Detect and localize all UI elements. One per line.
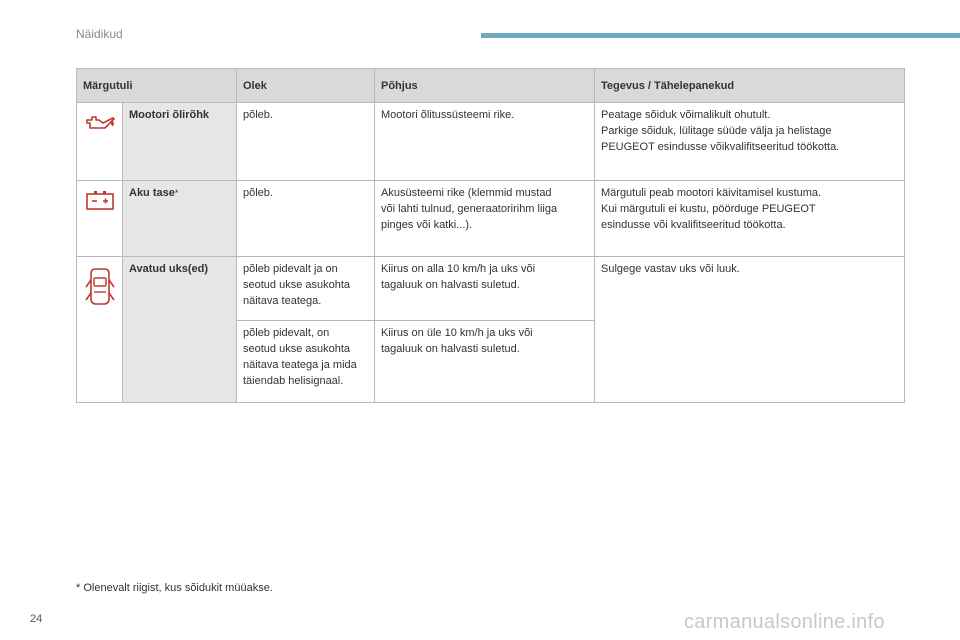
state-cell [237, 257, 375, 321]
state-line: näitava teatega ja mida [243, 359, 357, 371]
action-cell [595, 103, 905, 181]
table-row [77, 103, 905, 181]
warning-lights-table [76, 68, 905, 403]
cause-line: pinges või katki...). [381, 219, 473, 231]
icon-cell [77, 181, 123, 257]
state-line: täiendab helisignaal. [243, 375, 344, 387]
state-line: põleb pidevalt, on [243, 327, 330, 339]
icon-cell [77, 103, 123, 181]
section-title: Näidikud [76, 27, 123, 41]
action-line: Parkige sõiduk, lülitage süüde välja ja helistage [601, 125, 832, 137]
column-header-cause: Põhjus [375, 69, 595, 103]
table-row [77, 257, 905, 321]
footnote: * Olenevalt riigist, kus sõidukit müüakse. [76, 582, 273, 594]
column-header-warning-light: Märgutuli [77, 69, 237, 103]
page-number: 24 [30, 613, 43, 625]
cause-line: tagaluuk on halvasti suletud. [381, 343, 520, 355]
action-line: Kui märgutuli ei kustu, pöörduge PEUGEOT [601, 203, 816, 215]
cause-line: Akusüsteemi rike (klemmid mustad [381, 187, 552, 199]
door-open-icon [85, 265, 115, 307]
cause-cell [375, 321, 595, 403]
state-cell [237, 181, 375, 257]
action-cell [595, 181, 905, 257]
footnote-star: * [174, 188, 179, 198]
icon-cell [77, 257, 123, 403]
header-accent-bar [481, 33, 960, 38]
watermark: carmanualsonline.info [684, 611, 885, 633]
column-header-state: Olek [237, 69, 375, 103]
cause-line: Kiirus on alla 10 km/h ja uks või [381, 263, 536, 275]
column-header-action: Tegevus / Tähelepanekud [595, 69, 905, 103]
warning-name [123, 181, 237, 257]
cause-line: tagaluuk on halvasti suletud. [381, 279, 520, 291]
battery-icon [85, 189, 115, 211]
cause-line: Mootori õlitussüsteemi rike. [381, 109, 515, 121]
cause-cell [375, 103, 595, 181]
state-line: seotud ukse asukohta [243, 343, 351, 355]
cause-line: või lahti tulnud, generaatoririhm liiga [381, 203, 558, 215]
cause-line: Kiirus on üle 10 km/h ja uks või [381, 327, 533, 339]
state-line: seotud ukse asukohta [243, 279, 351, 291]
state-line: näitava teatega. [243, 295, 322, 307]
cause-cell [375, 181, 595, 257]
table-header-row [77, 69, 905, 103]
state-line: põleb pidevalt ja on [243, 263, 338, 275]
table-row [77, 181, 905, 257]
oil-pressure-icon [83, 111, 117, 133]
cause-cell [375, 257, 595, 321]
warning-name: Avatud uks(ed) [123, 257, 237, 403]
warning-name: Mootori õlirõhk [123, 103, 237, 181]
state-line: põleb. [243, 187, 273, 199]
action-line: Sulgege vastav uks või luuk. [601, 263, 740, 275]
state-line: põleb. [243, 109, 273, 121]
action-line: esindusse või kvalifitseeritud töökotta. [601, 219, 786, 231]
action-line: Märgutuli peab mootori käivitamisel kustuma. [601, 187, 822, 199]
action-line: Peatage sõiduk võimalikult ohutult. [601, 109, 771, 121]
state-cell [237, 103, 375, 181]
action-cell [595, 257, 905, 403]
state-cell [237, 321, 375, 403]
warning-name-text: Aku tase [129, 187, 175, 199]
action-line: PEUGEOT esindusse võikvalifitseeritud töökotta. [601, 141, 840, 153]
